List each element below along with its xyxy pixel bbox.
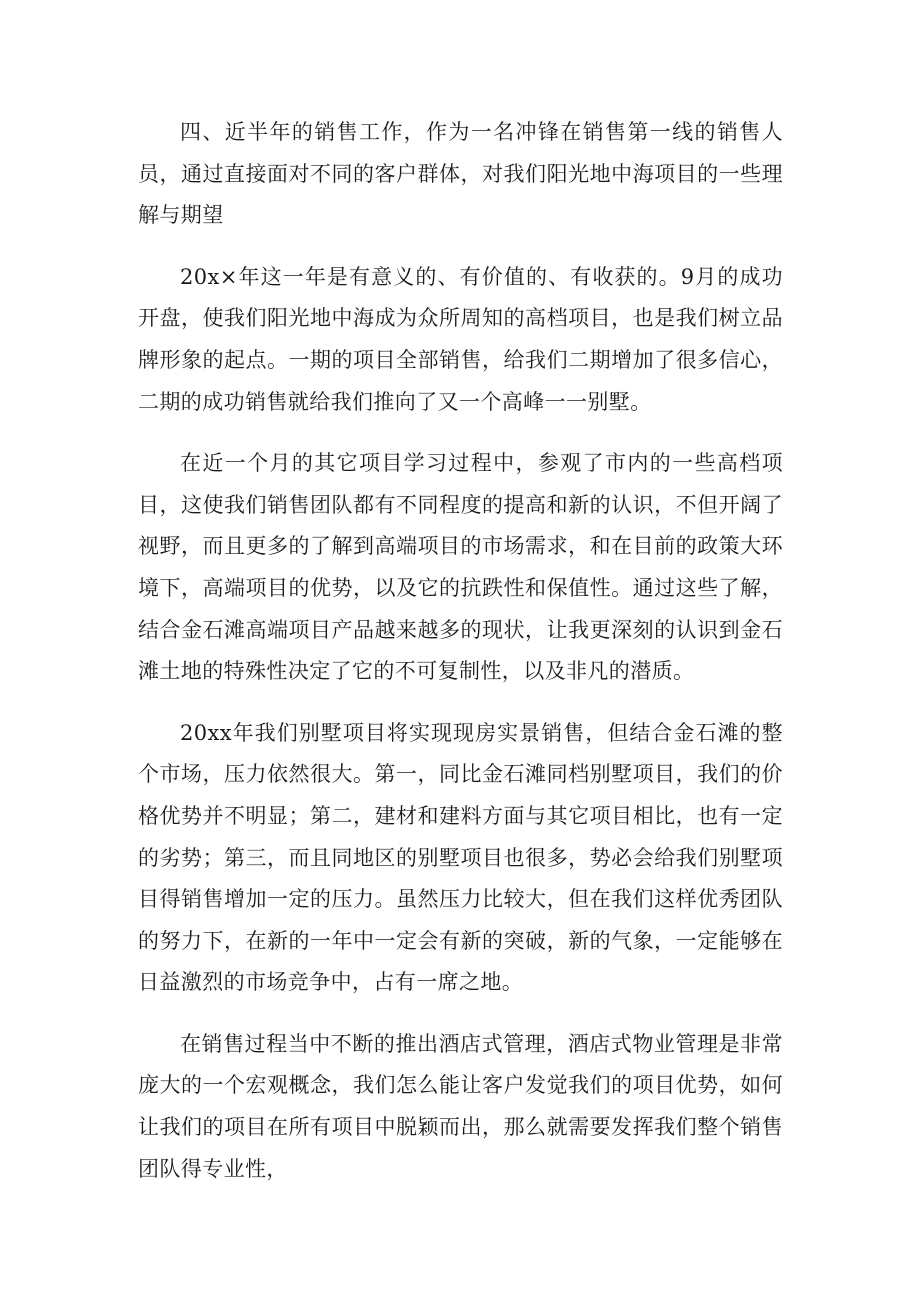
paragraph-year-review: 20x×年这一年是有意义的、有价值的、有收获的。9月的成功开盘，使我们阳光地中海成为众所周知的高档项目，也是我们树立品牌形象的起点。一期的项目全部销售，给我们二期增加了很多信心，二期的成功销售就给我们推向了又一个高峰一一别墅。 bbox=[138, 264, 783, 414]
paragraph-hotel-style-management: 在销售过程当中不断的推出酒店式管理，酒店式物业管理是非常庞大的一个宏观概念，我们怎么能让客户发觉我们的项目优势，如何让我们的项目在所有项目中脱颖而出，那么就需要发挥我们整个销售团队得专业性， bbox=[138, 1031, 783, 1181]
paragraph-project-study: 在近一个月的其它项目学习过程中，参观了市内的一些高档项目，这使我们销售团队都有不同程度的提高和新的认识，不但开阔了视野，而且更多的了解到高端项目的市场需求，和在目前的政策大环境下，高端项目的优势，以及它的抗跌性和保值性。通过这些了解，结合金石滩高端项目产品越来越多的现状，让我更深刻的认识到金石滩土地的特殊性决定了它的不可复制性，以及非凡的潜质。 bbox=[138, 451, 783, 684]
paragraph-villa-sales-pressure: 20xx年我们别墅项目将实现现房实景销售，但结合金石滩的整个市场，压力依然很大。第一，同比金石滩同档别墅项目，我们的价格优势并不明显；第二，建材和建料方面与其它项目相比，也有一定的劣势；第三，而且同地区的别墅项目也很多，势必会给我们别墅项目得销售增加一定的压力。虽然压力比较大，但在我们这样优秀团队的努力下，在新的一年中一定会有新的突破，新的气象，一定能够在日益激烈的市场竞争中，占有一席之地。 bbox=[138, 720, 783, 995]
document-body bbox=[138, 112, 783, 1190]
paragraph-section-four-heading: 四、近半年的销售工作，作为一名冲锋在销售第一线的销售人员，通过直接面对不同的客户群体，对我们阳光地中海项目的一些理解与期望 bbox=[138, 120, 783, 228]
